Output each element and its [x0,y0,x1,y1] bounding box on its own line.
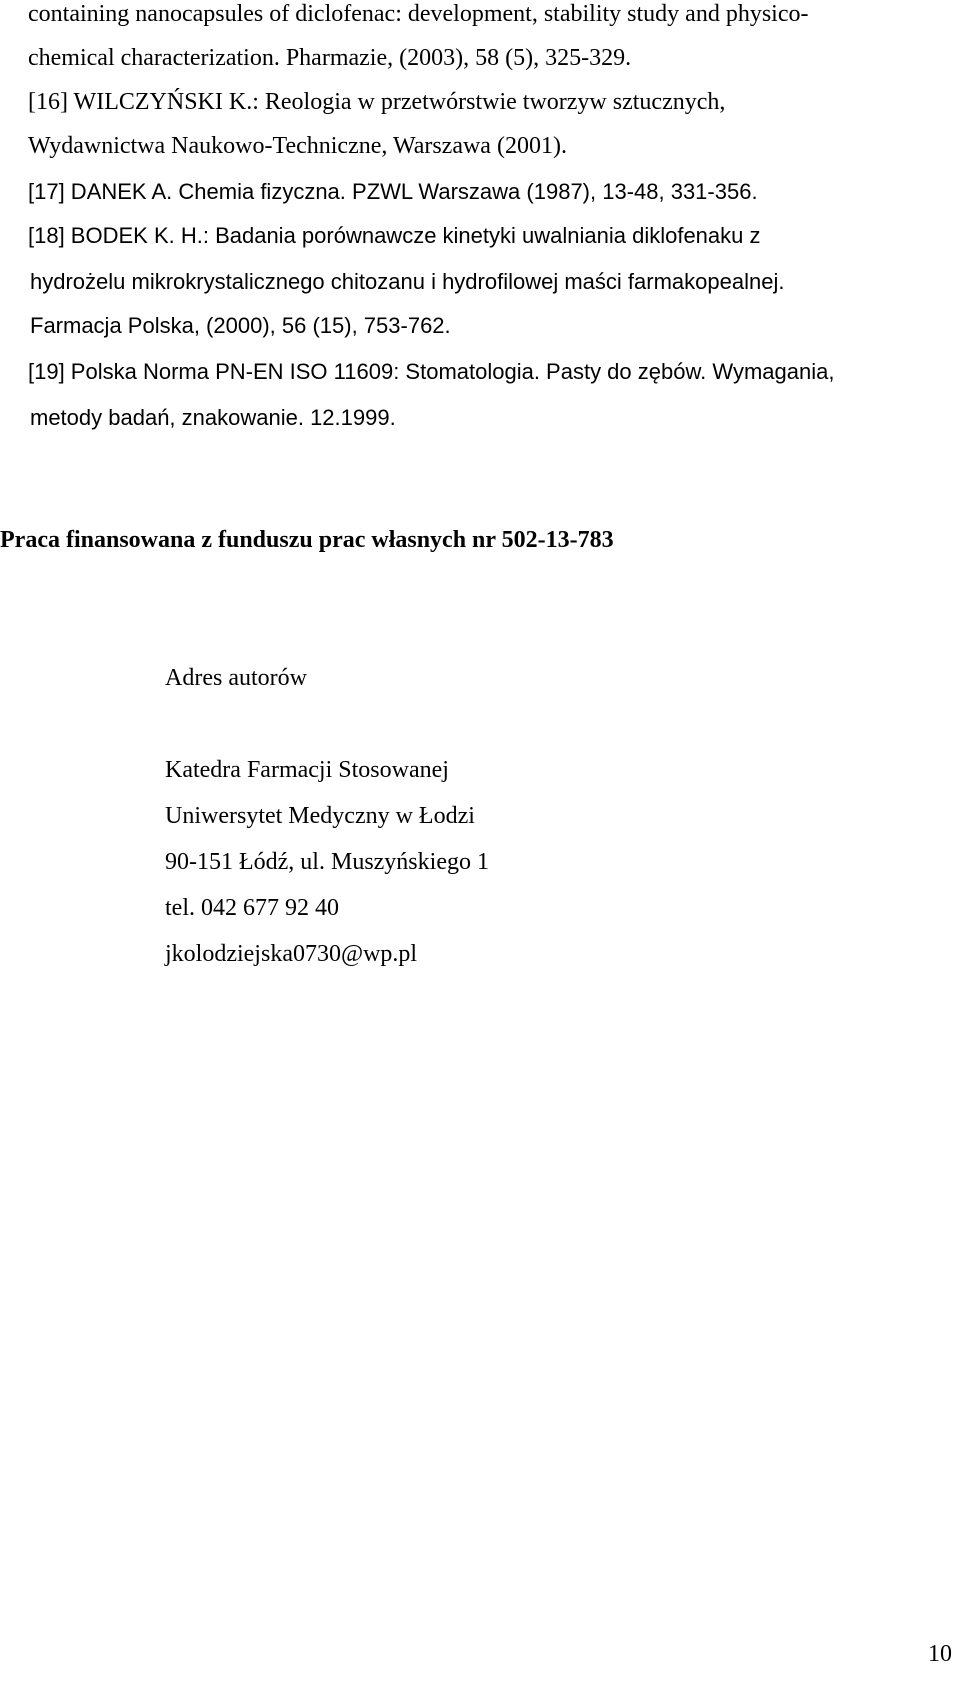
funding-statement: Praca finansowana z funduszu prac własnych nr 502-13-783 [0,527,614,553]
address-heading: Adres autorów [165,665,307,691]
address-department: Katedra Farmacji Stosowanej [165,757,449,783]
reference-18-line-3: Farmacja Polska, (2000), 56 (15), 753-762. [30,313,451,338]
address-email: jkolodziejska0730@wp.pl [165,941,418,967]
reference-18-line-2: hydrożelu mikrokrystalicznego chitozanu i hydrofilowej maści farmakopealnej. [30,269,785,294]
reference-15-line-2: chemical characterization. Pharmazie, (2003), 58 (5), 325-329. [28,45,632,71]
reference-15-line-1: containing nanocapsules of diclofenac: development, stability study and physico- [28,1,809,27]
reference-16-line-1: [16] WILCZYŃSKI K.: Reologia w przetwórstwie tworzyw sztucznych, [28,89,726,115]
reference-18-line-1: [18] BODEK K. H.: Badania porównawcze kinetyki uwalniania diklofenaku z [28,223,761,248]
address-street: 90-151 Łódź, ul. Muszyńskiego 1 [165,849,489,875]
page-number: 10 [928,1641,952,1667]
reference-16-line-2: Wydawnictwa Naukowo-Techniczne, Warszawa (2001). [28,133,567,159]
reference-19-line-1: [19] Polska Norma PN-EN ISO 11609: Stomatologia. Pasty do zębów. Wymagania, [28,359,835,384]
reference-17: [17] DANEK A. Chemia fizyczna. PZWL Warszawa (1987), 13-48, 331-356. [28,179,758,204]
address-phone: tel. 042 677 92 40 [165,895,339,921]
reference-19-line-2: metody badań, znakowanie. 12.1999. [30,405,396,430]
address-university: Uniwersytet Medyczny w Łodzi [165,803,475,829]
